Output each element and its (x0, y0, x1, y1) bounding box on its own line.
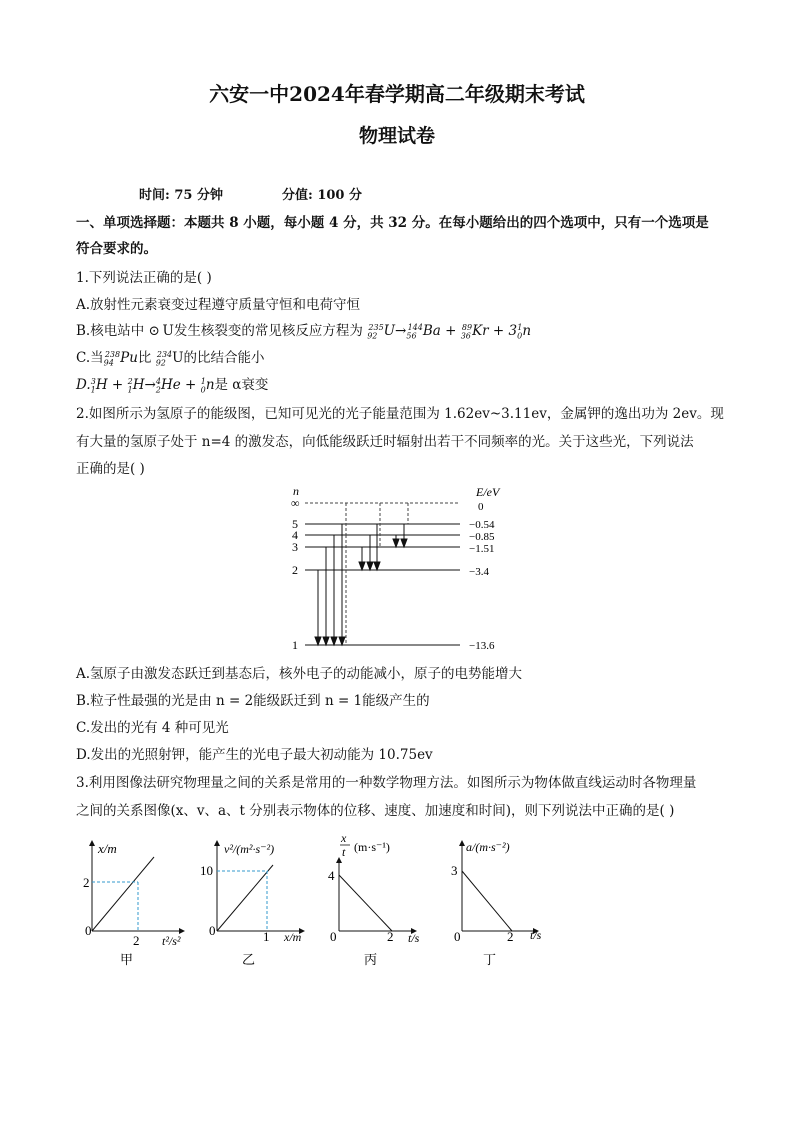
q1-option-d (76, 373, 268, 395)
q2-stem-line2: 有大量的氢原子处于 n=4 的激发态，向低能级跃迁时辐射出若干不同频率的光。关于这些光，下列说法 (76, 434, 694, 450)
graph-ding-line (462, 871, 512, 931)
graph-jia-ylabel: x/m (98, 841, 117, 856)
level-infinity-n: ∞ (291, 496, 300, 510)
energy-axis-label: E/eV (476, 485, 500, 499)
graph-yi-line (217, 865, 273, 931)
graph-jia-caption: 甲 (120, 952, 134, 967)
graph-jia-xlabel: t²/s² (162, 934, 181, 948)
graph-ding-caption: 丁 (483, 952, 497, 967)
graph-bing-line (339, 875, 392, 931)
q1-option-c-middle: 比 (137, 350, 156, 366)
q1-option-b-middle: U发生核裂变的常见核反应方程为 (162, 323, 368, 339)
graph-bing-ylabel-unit: (m·s⁻¹) (354, 840, 390, 854)
graph-yi-xlabel: x/m (284, 930, 302, 944)
n-axis-label: n (293, 484, 299, 498)
fission-equation: $_{92}^{235}U\to_{56}^{144}Ba + _{36}^{89}Kr + 3_0^1n$ (367, 322, 532, 341)
graph-jia-xtick: 2 (133, 933, 140, 948)
section-heading-cont: 符合要求的。 (76, 241, 157, 257)
q2-option-b: B.粒子性最强的光是由 n = 2能级跃迁到 n = 1能级产生的 (76, 693, 430, 709)
transitions-to-level-2 (359, 524, 380, 570)
q2-stem-line1: 2.如图所示为氢原子的能级图，已知可见光的光子能量范围为 1.62ev~3.11ev，金属钾的逸出功为 2ev。现 (76, 406, 724, 422)
graph-bing-xlabel: t/s (408, 931, 420, 945)
exam-time: 时间: 75 分钟 (139, 188, 223, 203)
graph-yi-ylabel: v²/(m²·s⁻²) (224, 842, 275, 856)
graph-ding (440, 833, 560, 968)
q2-option-a: A.氢原子由激发态跃迁到基态后，核外电子的动能减小，原子的电势能增大 (76, 666, 523, 682)
graph-ding-ylabel: a/(m·s⁻²) (466, 840, 510, 854)
paper-title: 六安一中2024年春学期高二年级期末考试 (209, 82, 585, 106)
graph-bing-ytick: 4 (328, 868, 335, 883)
level-3-n: 3 (292, 540, 298, 554)
circle-symbol: ⊙ (148, 323, 160, 339)
graph-bing (318, 828, 438, 968)
level-4-e: −0.85 (469, 531, 495, 543)
graph-bing-caption: 丙 (364, 952, 378, 967)
q1-option-c-suffix: U的比结合能小 (172, 350, 265, 366)
section-heading: 一、单项选择题：本题共 8 小题，每小题 4 分，共 32 分。在每小题给出的四个选项中，只有一个选项是 (76, 215, 709, 231)
level-2-n: 2 (292, 563, 298, 577)
level-3-e: −1.51 (469, 543, 495, 555)
graph-ding-ytick: 3 (451, 863, 458, 878)
q1-stem: 1.下列说法正确的是( ) (76, 270, 212, 286)
graph-bing-ylabel-bottom: t (342, 845, 346, 859)
level-5-n: 5 (292, 517, 298, 531)
level-infinity-e: 0 (478, 501, 484, 513)
fusion-equation: $_1^3H + _1^2H\to_2^4He + _0^1n$ (90, 376, 215, 395)
graph-yi-origin: 0 (209, 923, 216, 938)
graph-yi-caption: 乙 (242, 952, 256, 967)
graph-yi (196, 833, 326, 968)
level-2-e: −3.4 (469, 566, 489, 578)
graph-ding-xtick: 2 (507, 929, 514, 944)
q3-stem-line1: 3.利用图像法研究物理量之间的关系是常用的一种数学物理方法。如图所示为物体做直线运动时各物理量 (76, 775, 697, 791)
q1-option-a: A.放射性元素衰变过程遵守质量守恒和电荷守恒 (76, 297, 361, 313)
graph-yi-ytick: 10 (200, 863, 213, 878)
q1-option-b-prefix: B.核电站中 (76, 323, 149, 339)
graph-ding-xlabel: t/s (530, 928, 542, 942)
graph-bing-ylabel-top: x (341, 831, 347, 845)
level-1-n: 1 (292, 638, 298, 652)
graph-ding-origin: 0 (454, 929, 461, 944)
q1-option-c (76, 346, 265, 368)
graph-bing-origin: 0 (330, 929, 337, 944)
graph-jia-ytick: 2 (83, 875, 90, 890)
q1-option-d-suffix: 是 α衰变 (214, 377, 269, 393)
q1-option-b (76, 319, 531, 341)
graph-jia (76, 833, 206, 968)
q1-option-d-prefix: D. (76, 377, 91, 393)
q1-option-c-prefix: C.当 (76, 350, 104, 366)
level-4-n: 4 (292, 528, 298, 542)
level-5-e: −0.54 (469, 519, 495, 531)
graph-jia-line (92, 857, 154, 931)
q2-option-d: D.发出的光照射钾，能产生的光电子最大初动能为 10.75ev (76, 747, 433, 763)
q2-stem-line3: 正确的是( ) (76, 461, 145, 477)
q2-option-c: C.发出的光有 4 种可见光 (76, 720, 229, 736)
exam-score: 分值: 100 分 (282, 188, 362, 203)
energy-level-diagram (280, 482, 520, 657)
graph-yi-xtick: 1 (263, 929, 270, 944)
pu-nuclide: $_{94}^{238}$Pu (103, 349, 138, 368)
transitions-to-ground (315, 524, 345, 645)
graph-bing-xtick: 2 (387, 929, 394, 944)
paper-subtitle: 物理试卷 (358, 125, 435, 147)
q3-stem-line2: 之间的关系图像(x、v、a、t 分别表示物体的位移、速度、加速度和时间)，则下列说法中正确的是( ) (76, 803, 675, 819)
graph-jia-origin: 0 (85, 923, 92, 938)
level-1-e: −13.6 (469, 640, 495, 652)
u-nuclide: $_{92}^{234}$ (155, 349, 173, 368)
